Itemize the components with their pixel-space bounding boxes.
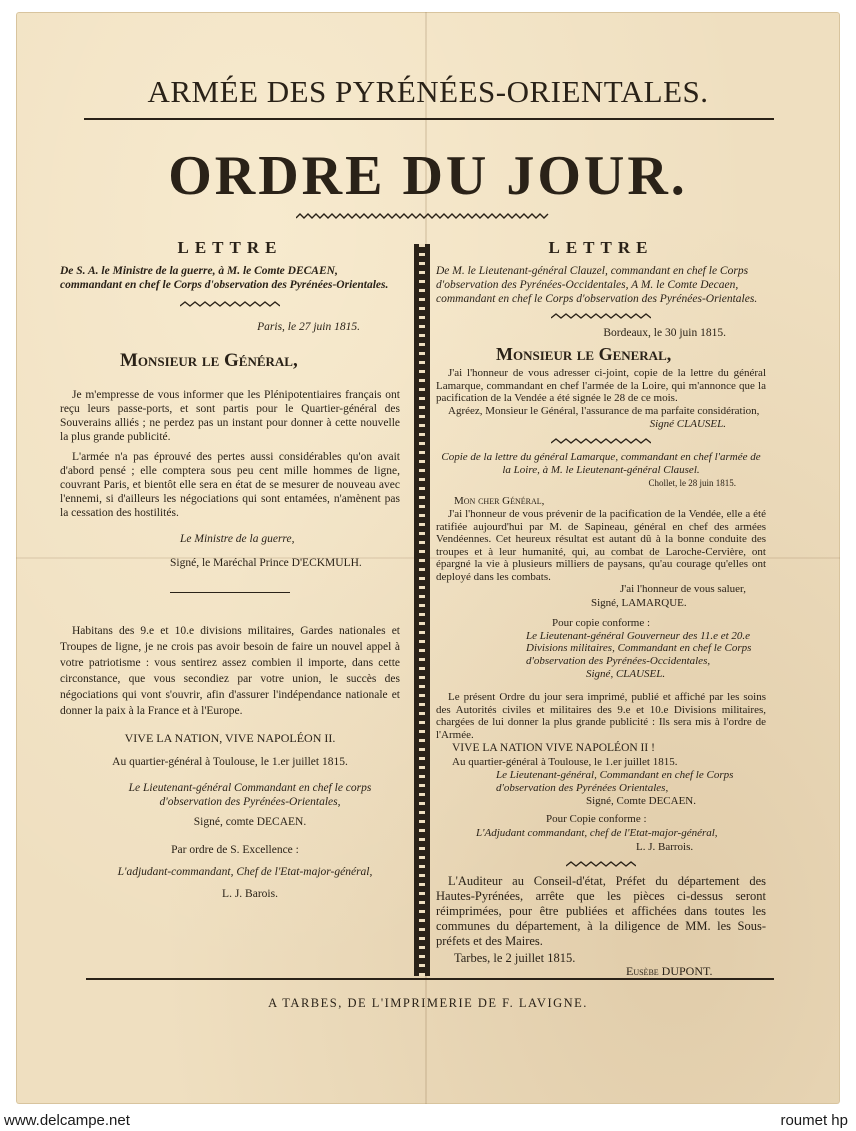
order-title: ORDRE DU JOUR.: [168, 145, 688, 207]
left-adjudant: L'adjudant-commandant, Chef de l'Etat-major-général,: [117, 866, 373, 878]
right-paragraph-2: Agréez, Monsieur le Général, l'assurance de ma parfaite considération,: [448, 404, 760, 417]
left-letter-subtitle: De S. A. le Ministre de la guerre, à M. le Comte DECAEN, commandant en chef le Corps d'observation des Pyrénées-Orientales.: [60, 265, 389, 291]
right-dupont: Eusèbe DUPONT.: [626, 964, 713, 978]
right-letter-title: LETTRE: [548, 238, 654, 257]
right-tarbes-date: Tarbes, le 2 juillet 1815.: [454, 951, 576, 965]
left-paragraph-3: Habitans des 9.e et 10.e divisions militaires, Gardes nationales et Troupes de ligne, je ne crois pas avoir besoin de faire un nouvel appel à votre patriotisme : vous sentirez assez combien il importe, dans cette circonstance, que vous secondiez par votre union, le succès des négociations qui vont s'ouvrir, afin d'assurer l'indépendance nationale et donner la paix à la France et à l'Europe.: [60, 625, 400, 717]
left-column: [60, 238, 400, 901]
right-place-date: Bordeaux, le 30 juin 1815.: [603, 327, 726, 339]
right-chollet-date: Chollet, le 28 juin 1815.: [648, 478, 736, 488]
right-honneur: J'ai l'honneur de vous saluer,: [619, 583, 746, 595]
right-column: [436, 238, 766, 979]
left-lieutenant-general: Le Lieutenant-général Commandant en chef le corps d'observation des Pyrénées-Orientales,: [128, 782, 372, 808]
left-salutation: Monsieur le Général,: [120, 350, 298, 371]
right-lieutenant-general: Le Lieutenant-général, Commandant en chef le Corps d'observation des Pyrénées Orientales,: [496, 769, 734, 794]
right-ornament-2: [551, 437, 651, 445]
right-pour-copie: Pour copie conforme :: [551, 616, 651, 629]
column-divider-ornament: [414, 244, 430, 976]
right-barrois: L. J. Barrois.: [636, 841, 694, 853]
left-vive: VIVE LA NATION, VIVE NAPOLÉON II.: [124, 731, 336, 745]
left-ornament-1: [180, 300, 280, 308]
right-paragraph-1: J'ai l'honneur de vous adresser ci-joint, copie de la lettre du général Lamarque, commandant en chef l'armée de la Loire, qui m'annonce que la pacification de la Vendée a été signée le 28 de ce mois.: [436, 367, 766, 404]
right-auditeur: L'Auditeur au Conseil-d'état, Préfet du département des Hautes-Pyrénées, arrête que les pièces ci-dessus seront réimprimées, pour être publiées et affichées dans toutes les communes du département, à la diligence de MM. les Sous-préfets et des Maires.: [436, 874, 766, 948]
right-signed-decaen: Signé, Comte DECAEN.: [586, 795, 696, 807]
title-rule: [84, 118, 774, 120]
right-quartier-general: Au quartier-général à Toulouse, le 1.er juillet 1815.: [452, 756, 678, 768]
right-ornament-1: [551, 312, 651, 320]
right-signed-clausel: Signé CLAUSEL.: [649, 418, 726, 430]
credit-right: roumet hp: [780, 1112, 848, 1129]
left-minister: Le Ministre de la guerre,: [180, 533, 295, 545]
left-par-ordre: Par ordre de S. Excellence :: [171, 844, 299, 856]
ornament-wave: [296, 212, 550, 220]
right-salutation: Monsieur le General,: [496, 344, 672, 364]
left-quartier-general: Au quartier-général à Toulouse, le 1.er juillet 1815.: [112, 756, 348, 768]
right-mon-cher: Mon cher Général,: [454, 495, 545, 507]
right-pour-copie-2: Pour Copie conforme :: [546, 813, 647, 825]
left-barois: L. J. Barois.: [222, 888, 278, 900]
right-ornament-3: [566, 860, 636, 868]
army-title: ARMÉE DES PYRÉNÉES-ORIENTALES.: [147, 74, 709, 109]
left-signed-decaen: Signé, comte DECAEN.: [193, 816, 307, 828]
right-vive: VIVE LA NATION VIVE NAPOLÉON II !: [452, 742, 655, 754]
right-adjudant: L'Adjudant commandant, chef de l'Etat-major-général,: [476, 827, 718, 839]
right-letter-subtitle: De M. le Lieutenant-général Clauzel, commandant en chef le Corps d'observation des Pyrénées-Occidentales, A M. le Comte Decaen, commandant en chef le Corps d'observation des Pyrénées-Orientales.: [436, 265, 758, 305]
right-signed-lamarque: Signé, LAMARQUE.: [591, 596, 687, 609]
left-letter-title: LETTRE: [177, 238, 283, 257]
right-paragraph-4: Le présent Ordre du jour sera imprimé, publié et affiché par les soins des Autorités civiles et militaires des 9.e et 10.e Divisions militaires, chargées de lui donner la plus grande publicité : Ils sera mis à l'ordre de l'Armée.: [436, 691, 766, 741]
footer-rule: [86, 978, 774, 980]
right-signed-clausel-2: Signé, CLAUSEL.: [586, 668, 666, 680]
left-paragraph-2: L'armée n'a pas éprouvé des pertes aussi considérables qu'on avait d'abord pensé ; elle comptera sous peu cent mille hommes de ligne, couvrant Paris, et bientôt elle sera en état de se mesurer de nouveau avec l'ennemi, si d'ailleurs les négociations qui sont entamées, n'amènent pas la cessation des hostilités.: [60, 451, 400, 519]
document-sheet: [16, 12, 840, 1104]
left-place-date: Paris, le 27 juin 1815.: [257, 321, 360, 333]
left-signed-eckmulh: Signé, le Maréchal Prince D'ECKMULH.: [170, 557, 362, 569]
left-short-rule: [170, 592, 290, 593]
right-copy-heading: Copie de la lettre du général Lamarque, commandant en chef l'armée de la Loire, à M. le Lieutenant-général Clausel.: [441, 451, 761, 476]
printer-imprint: A TARBES, DE L'IMPRIMERIE DE F. LAVIGNE.: [268, 996, 588, 1010]
right-gouverneur: Le Lieutenant-général Gouverneur des 11.e et 20.e Divisions militaires, Commandant en chef le Corps d'observation des Pyrénées-Occidentales,: [526, 629, 752, 667]
right-paragraph-3: J'ai l'honneur de vous prévenir de la pacification de la Vendée, elle a été ratifiée aujourd'hui par M. de Sapineau, général en chef des armées Vendéennes. Cet heureux résultat est autant dû à la bonne conduite des troupes et à leur humanité, qui, au combat de Laroche-Cervière, ont épargné la vie à plusieurs milliers de paysans, qu'au courage qu'elles ont deployé dans les combats.: [436, 508, 766, 583]
left-paragraph-1: Je m'empresse de vous informer que les Plénipotentiaires français ont reçu leurs passe-ports, et sont partis pour le Quartier-général des Souverains alliés ; ne perdez pas un instant pour donner à cette nouvelle la plus grande publicité.: [60, 389, 400, 443]
credit-left: www.delcampe.net: [4, 1112, 130, 1129]
